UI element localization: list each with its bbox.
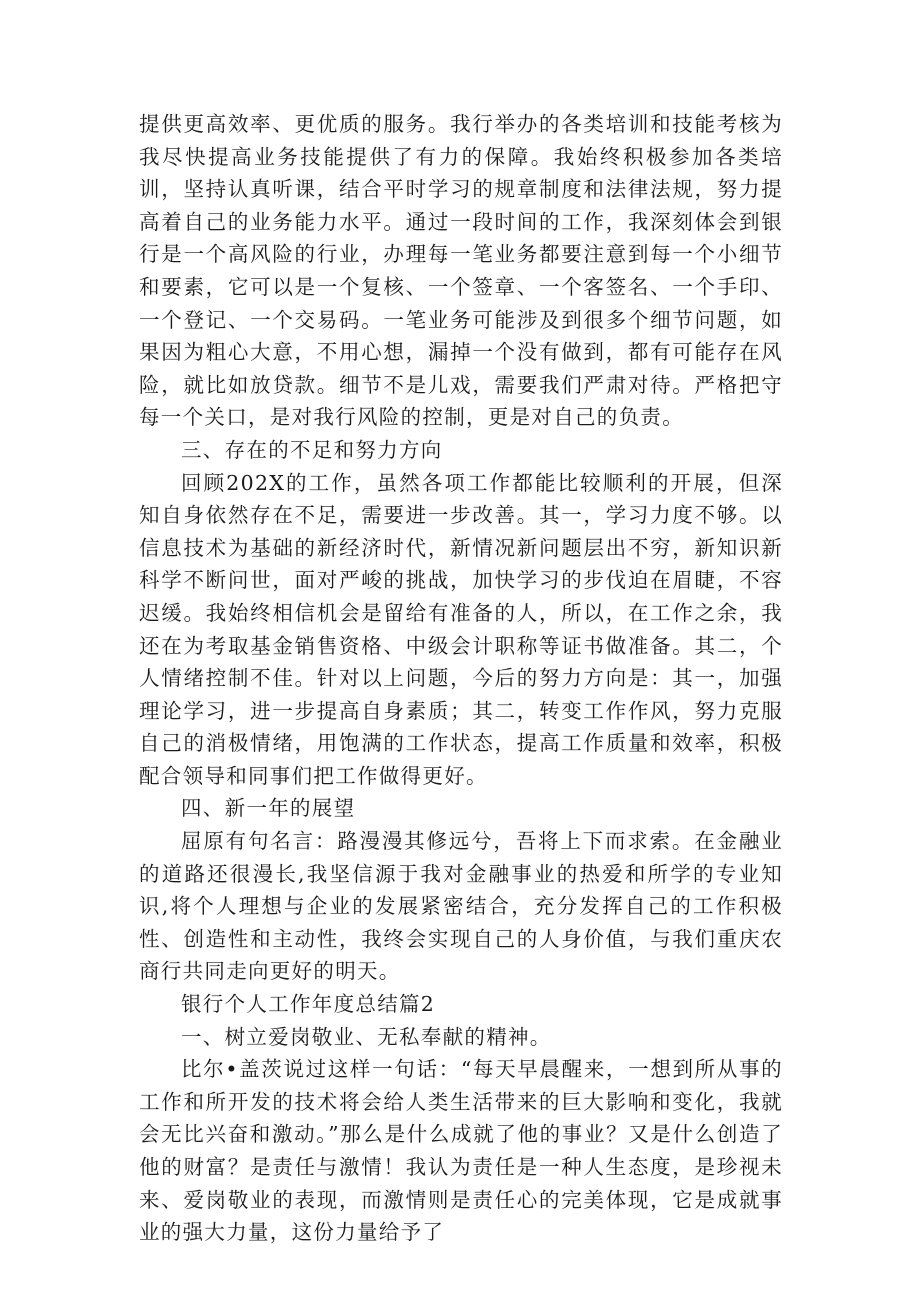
paragraph-bill-gates: 比尔•盖茨说过这样一句话：“每天早晨醒来，一想到所从事的工作和所开发的技术将会给人类生活带来的巨大影响和变化，我就会无比兴奋和激动。”那么是什么成就了他的事业？又是什么创造了他的财富？是责任与激情！我认为责任是一种人生态度，是珍视未来、爱岗敬业的表现，而激情则是责任心的完美体现，它是成就事业的强大力量，这份力量给予了 [139,1057,783,1245]
heading-shortcomings: 三、存在的不足和努力方向 [181,437,443,462]
paragraph-quote: 屈原有句名言：路漫漫其修远兮，吾将上下而求索。在金融业的道路还很漫长,我坚信源于我对金融事业的热爱和所学的专业知识,将个人理想与企业的发展紧密结合，充分发挥自己的工作积极性、创造性和主动性，我终会实现自己的人身价值，与我们重庆农商行共同走向更好的明天。 [139,829,783,984]
paragraph-review: 回顾202X的工作，虽然各项工作都能比较顺利的开展，但深知自身依然存在不足，需要进一步改善。其一，学习力度不够。以信息技术为基础的新经济时代，新情况新问题层出不穷，新知识新科学不断问世，面对严峻的挑战，加快学习的步伐迫在眉睫，不容迟缓。我始终相信机会是留给有准备的人，所以，在工作之余，我还在为考取基金销售资格、中级会计职称等证书做准备。其二，个人情绪控制不佳。针对以上问题，今后的努力方向是：其一，加强理论学习，进一步提高自身素质；其二，转变工作作风，努力克服自己的消极情绪，用饱满的工作状态，提高工作质量和效率，积极配合领导和同事们把工作做得更好。 [139,470,783,788]
paragraph-service-and-risk: 提供更高效率、更优质的服务。我行举办的各类培训和技能考核为我尽快提高业务技能提供了有力的保障。我始终积极参加各类培训，坚持认真听课，结合平时学习的规章制度和法律法规，努力提高着自己的业务能力水平。通过一段时间的工作，我深刻体会到银行是一个高风险的行业，办理每一笔业务都要注意到每一个小细节和要素，它可以是一个复核、一个签章、一个客签名、一个手印、一个登记、一个交易码。一笔业务可能涉及到很多个细节问题，如果因为粗心大意，不用心想，漏掉一个没有做到，都有可能存在风险，就比如放贷款。细节不是儿戏，需要我们严肃对待。严格把守每一个关口，是对我行风险的控制，更是对自己的负责。 [139,112,783,430]
heading-dedication: 一、树立爱岗敬业、无私奉献的精神。 [181,1024,552,1049]
heading-outlook: 四、新一年的展望 [181,796,356,821]
heading-article-2: 银行个人工作年度总结篇2 [181,992,436,1017]
